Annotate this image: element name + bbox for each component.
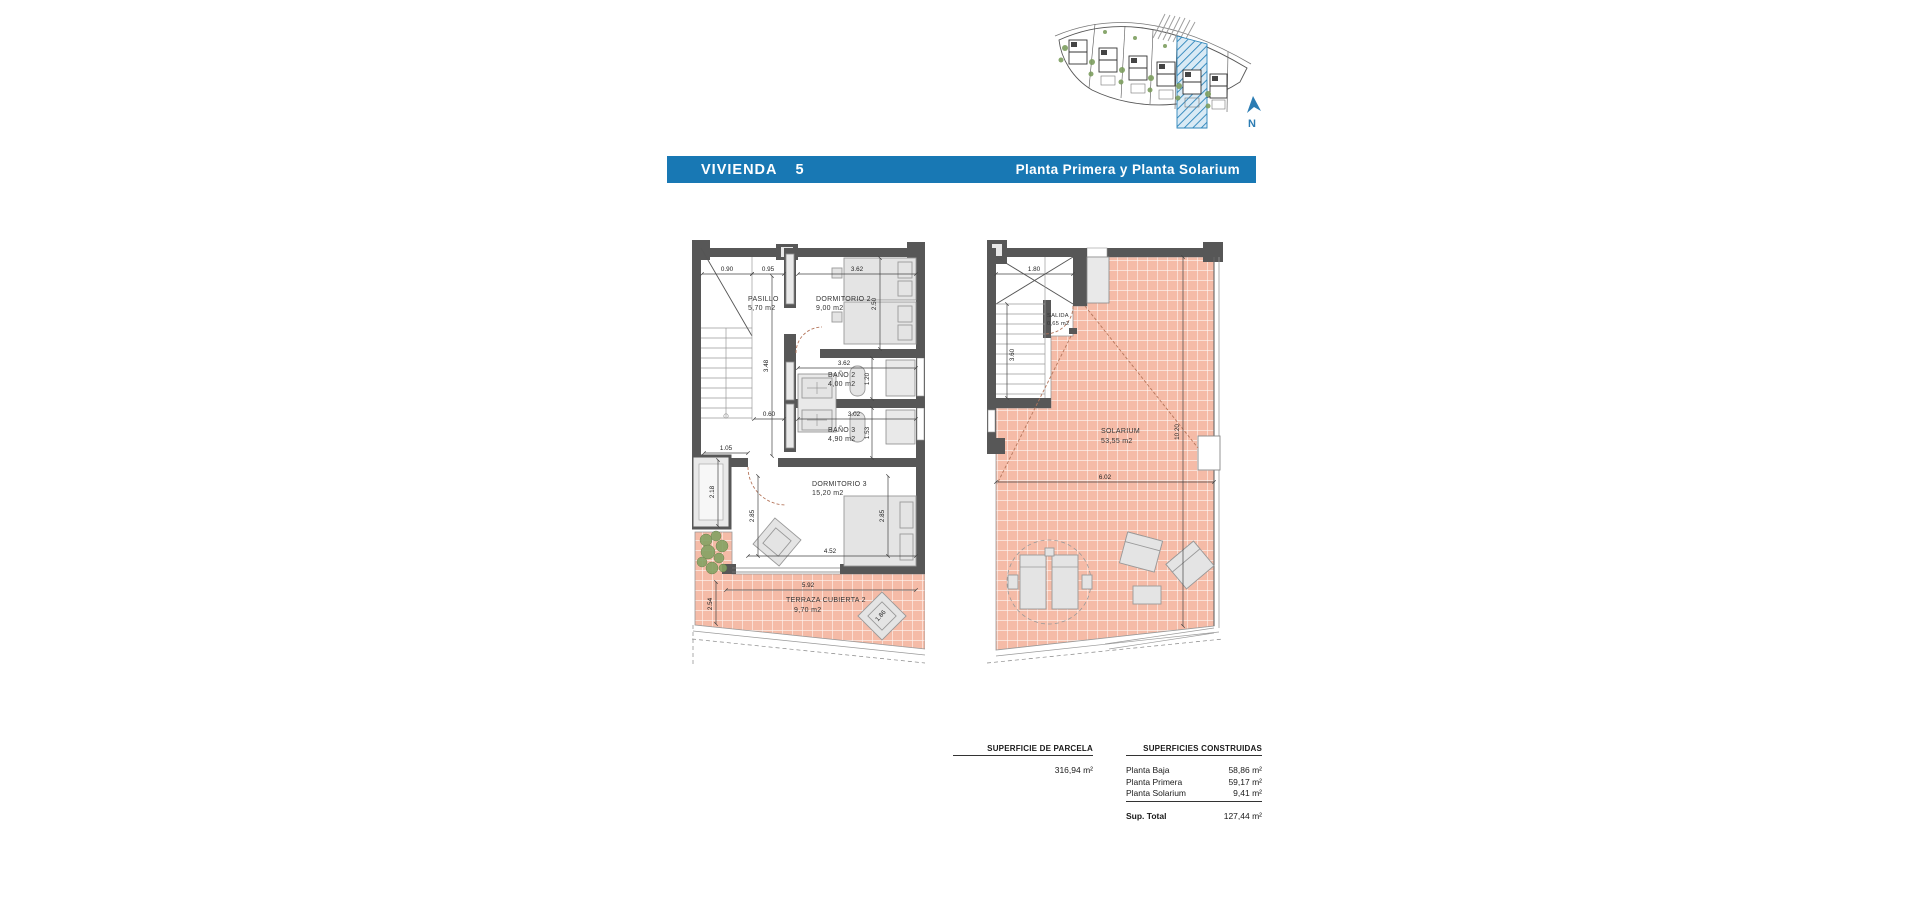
room-dormitorio3-name: DORMITORIO 3	[812, 481, 867, 488]
room-dormitorio3-area: 15,20 m2	[812, 490, 844, 497]
room-bano3-area: 4,90 m2	[828, 436, 856, 443]
planta-primera-plan	[692, 240, 925, 666]
title-bar	[667, 156, 1256, 183]
unit-number: 5	[795, 161, 805, 178]
room-salida-name: SALIDA	[1047, 313, 1069, 319]
table-row: Planta Primera 59,17 m²	[1126, 776, 1262, 787]
room-dormitorio2-area: 9,00 m2	[816, 305, 844, 312]
unit-title	[701, 162, 805, 178]
svg-text:3.02: 3.02	[847, 411, 861, 418]
room-pasillo-area: 5,70 m2	[748, 305, 776, 312]
room-dormitorio2-name: DORMITORIO 2	[816, 296, 871, 303]
total-row: Sup. Total 127,44 m²	[1126, 810, 1262, 821]
svg-text:2.85: 2.85	[749, 509, 756, 523]
svg-text:3.48: 3.48	[763, 359, 770, 373]
room-salida-area: 0,65 m2	[1047, 321, 1070, 327]
svg-text:2.50: 2.50	[871, 297, 878, 311]
room-pasillo-name: PASILLO	[748, 296, 779, 303]
svg-text:1.05: 1.05	[719, 445, 733, 452]
svg-text:3.62: 3.62	[850, 266, 864, 273]
svg-text:2.18: 2.18	[709, 485, 716, 499]
parcela-value: 316,94 m²	[1054, 765, 1093, 775]
svg-text:5.92: 5.92	[801, 582, 815, 589]
svg-text:10.20: 10.20	[1174, 424, 1181, 440]
svg-text:4.52: 4.52	[823, 548, 837, 555]
svg-text:6.02: 6.02	[1098, 474, 1112, 481]
sheet-title: Planta Primera y Planta Solarium	[1015, 162, 1240, 177]
planta-solarium-plan	[987, 240, 1223, 666]
room-bano2-name: BAÑO 2	[828, 372, 856, 379]
construidas-header: SUPERFICIES CONSTRUIDAS	[1126, 744, 1262, 756]
svg-text:0.60: 0.60	[762, 411, 776, 418]
room-solarium-name: SOLARIUM	[1101, 428, 1140, 435]
site-location-plan	[1047, 10, 1275, 132]
parcela-header: SUPERFICIE DE PARCELA	[953, 744, 1093, 756]
table-row: Planta Solarium 9,41 m²	[1126, 788, 1262, 798]
room-bano3-name: BAÑO 3	[828, 427, 856, 434]
svg-text:1.53: 1.53	[864, 426, 871, 440]
table-row: Planta Baja 58,86 m²	[1126, 765, 1262, 775]
room-bano2-area: 4,00 m2	[828, 381, 856, 388]
room-solarium-area: 53,55 m2	[1101, 438, 1133, 445]
svg-text:3.62: 3.62	[837, 360, 851, 367]
svg-text:2.54: 2.54	[707, 597, 714, 611]
construidas-rows	[1126, 765, 1262, 802]
svg-text:1.80: 1.80	[1027, 266, 1041, 273]
construidas-table	[1126, 744, 1262, 822]
parcela-table	[953, 744, 1093, 775]
svg-text:0.95: 0.95	[761, 266, 775, 273]
north-arrow-icon	[1247, 96, 1261, 130]
svg-text:0.90: 0.90	[720, 266, 734, 273]
svg-text:1.86: 1.86	[874, 609, 888, 623]
north-label: N	[1248, 118, 1256, 130]
room-terraza-area: 9,70 m2	[794, 607, 822, 614]
svg-text:1.20: 1.20	[864, 372, 871, 386]
svg-text:2.85: 2.85	[879, 509, 886, 523]
room-terraza-name: TERRAZA CUBIERTA 2	[786, 597, 866, 604]
svg-text:3.60: 3.60	[1009, 348, 1016, 362]
stair-landing-block	[1087, 257, 1109, 303]
unit-title-label: VIVIENDA	[701, 161, 778, 178]
